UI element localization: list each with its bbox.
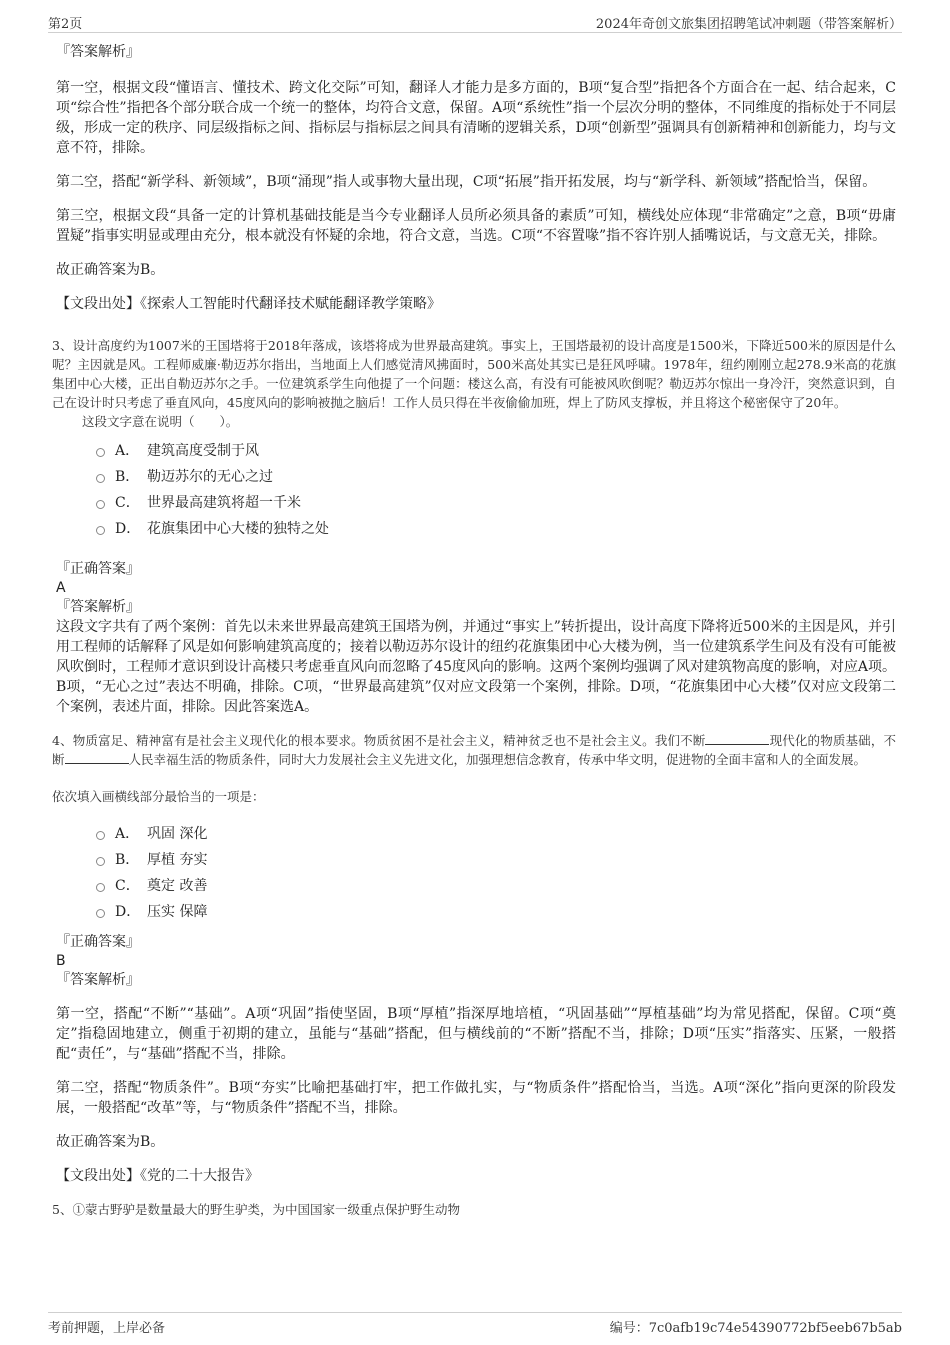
radio-icon[interactable]	[96, 909, 105, 918]
q3-answer-label: 『正确答案』	[56, 561, 140, 577]
q4-conclusion: 故正确答案为B。	[56, 1134, 165, 1150]
q4-option-d[interactable]: D． 压实 保障	[96, 898, 896, 924]
q4-stem: 依次填入画横线部分最恰当的一项是：	[52, 789, 265, 804]
radio-icon[interactable]	[96, 857, 105, 866]
q2-source: 【文段出处】《探索人工智能时代翻译技术赋能翻译教学策略》	[56, 296, 441, 312]
q3-option-a[interactable]: A． 建筑高度受制于风	[96, 437, 896, 463]
q3-options	[96, 437, 896, 541]
blank-1	[705, 732, 769, 745]
q4-analysis-para-2: 第二空，搭配“物质条件”。B项“夯实”比喻把基础打牢，把工作做扎实，与“物质条件”搭配恰当，当选。A项“深化”指向更深的阶段发展，一般搭配“改革”等，与“物质条件”搭配不当，排除。	[56, 1080, 896, 1116]
q3-option-d[interactable]: D． 花旗集团中心大楼的独特之处	[96, 515, 896, 541]
radio-icon[interactable]	[96, 474, 105, 483]
q4-source: 【文段出处】《党的二十大报告》	[56, 1168, 259, 1184]
q2-conclusion: 故正确答案为B。	[56, 262, 165, 278]
q4-options	[96, 820, 896, 924]
page-number: 第2页	[48, 17, 83, 32]
q2-analysis-para-3: 第三空，根据文段“具备一定的计算机基础技能是当今专业翻译人员所必须具备的素质”可知，横线处应体现“非常确定”之意，B项“毋庸置疑”指事实明显或理由充分，根本就没有怀疑的余地，符合文意，当选。C项“不容置喙”指不容许别人插嘴说话，与文意无关，排除。	[56, 208, 896, 244]
q2-analysis-para-1: 第一空，根据文段“懂语言、懂技术、跨文化交际”可知，翻译人才能力是多方面的，B项“复合型”指把各个方面合在一起、结合起来，C项“综合性”指把各个部分联合成一个统一的整体，均符合文意，保留。A项“系统性”指一个层次分明的整体，不同维度的指标处于不同层级，形成一定的秩序、同层级指标之间、指标层与指标层之间具有清晰的逻辑关系，D项“创新型”强调具有创新精神和创新能力，均与文意不符，排除。	[56, 80, 896, 156]
q3-answer: A	[56, 580, 66, 596]
q4-option-a[interactable]: A． 巩固 深化	[96, 820, 896, 846]
q4-text: 4、物质富足、精神富有是社会主义现代化的根本要求。物质贫困不是社会主义，精神贫乏也不是社会主义。我们不断 现代化的物质基础，不断 人民幸福生活的物质条件，同时大力发展社会主义先进文化，加强理想信念教育，传承中华文明，促进物的全面丰富和人的全面发展。	[52, 733, 896, 767]
q4-option-b[interactable]: B． 厚植 夯实	[96, 846, 896, 872]
q3-text: 3、设计高度约为1007米的王国塔将于2018年落成，该塔将成为世界最高建筑。事实上，王国塔最初的设计高度是1500米，下降近500米的原因是什么呢？主因就是风。工程师威廉·勒迈苏尔指出，当地面上人们感觉清风拂面时，500米高处其实已是狂风呼啸。1978年，纽约刚刚立起278.9米高的花旗集团中心大楼，正出自勒迈苏尔之手。一位建筑系学生向他提了一个问题：楼这么高，有没有可能被风吹倒呢？勒迈苏尔惊出一身冷汗，突然意识到，自己在设计时只考虑了垂直风向，45度风向的影响被抛之脑后！工作人员只得在半夜偷偷加班，焊上了防风支撑板，并且将这个秘密保守了20年。	[52, 338, 896, 410]
radio-icon[interactable]	[96, 526, 105, 535]
q4-answer: B	[56, 953, 66, 969]
q5-text: 5、①蒙古野驴是数量最大的野生驴类，为中国国家一级重点保护野生动物	[52, 1202, 460, 1217]
q4-option-c[interactable]: C． 奠定 改善	[96, 872, 896, 898]
q3-option-b[interactable]: B． 勒迈苏尔的无心之过	[96, 463, 896, 489]
q2-analysis-label: 『答案解析』	[56, 44, 140, 60]
page-footer	[48, 1312, 902, 1335]
q3-analysis: 这段文字共有了两个案例：首先以未来世界最高建筑王国塔为例，并通过“事实上”转折提出，设计高度下降将近500米的主因是风，并引用工程师的话解释了风是如何影响建筑高度的；接着以勒迈苏尔设计的纽约花旗集团中心大楼为例，当一位建筑系学生问及有没有可能被风吹倒时，工程师才意识到设计高楼只考虑垂直风向而忽略了45度风向的影响。这两个案例均强调了风对建筑物高度的影响，对应A项。B项，“无心之过”表达不明确，排除。C项，“世界最高建筑”仅对应文段第一个案例，排除。D项，“花旗集团中心大楼”仅对应文段第二个案例，表述片面，排除。因此答案选A。	[56, 619, 896, 715]
q4-analysis-label: 『答案解析』	[56, 972, 140, 988]
page-content	[52, 42, 896, 1219]
radio-icon[interactable]	[96, 448, 105, 457]
footer-slogan: 考前押题，上岸必备	[48, 1321, 166, 1336]
q3-stem: 这段文字意在说明（ ）。	[82, 414, 239, 429]
radio-icon[interactable]	[96, 500, 105, 509]
q3-analysis-label: 『答案解析』	[56, 599, 140, 615]
document-id: 编号：7c0afb19c74e54390772bf5eeb67b5ab	[609, 1321, 902, 1336]
page-header	[48, 10, 902, 33]
q3-option-c[interactable]: C． 世界最高建筑将超一千米	[96, 489, 896, 515]
radio-icon[interactable]	[96, 883, 105, 892]
blank-2	[65, 751, 129, 764]
q4-analysis-para-1: 第一空，搭配“不断”“基础”。A项“巩固”指使坚固，B项“厚植”指深厚地培植，“巩固基础”“厚植基础”均为常见搭配，保留。C项“奠定”指稳固地建立，侧重于初期的建立，虽能与“基础”搭配，但与横线前的“不断”搭配不当，排除；D项“压实”指落实、压紧，一般搭配“责任”，与“基础”搭配不当，排除。	[56, 1006, 896, 1062]
document-title: 2024年奇创文旅集团招聘笔试冲刺题（带答案解析）	[595, 17, 902, 32]
radio-icon[interactable]	[96, 831, 105, 840]
q2-analysis-para-2: 第二空，搭配“新学科、新领域”，B项“涌现”指人或事物大量出现，C项“拓展”指开拓发展，均与“新学科、新领域”搭配恰当，保留。	[56, 174, 877, 190]
q4-answer-label: 『正确答案』	[56, 934, 140, 950]
